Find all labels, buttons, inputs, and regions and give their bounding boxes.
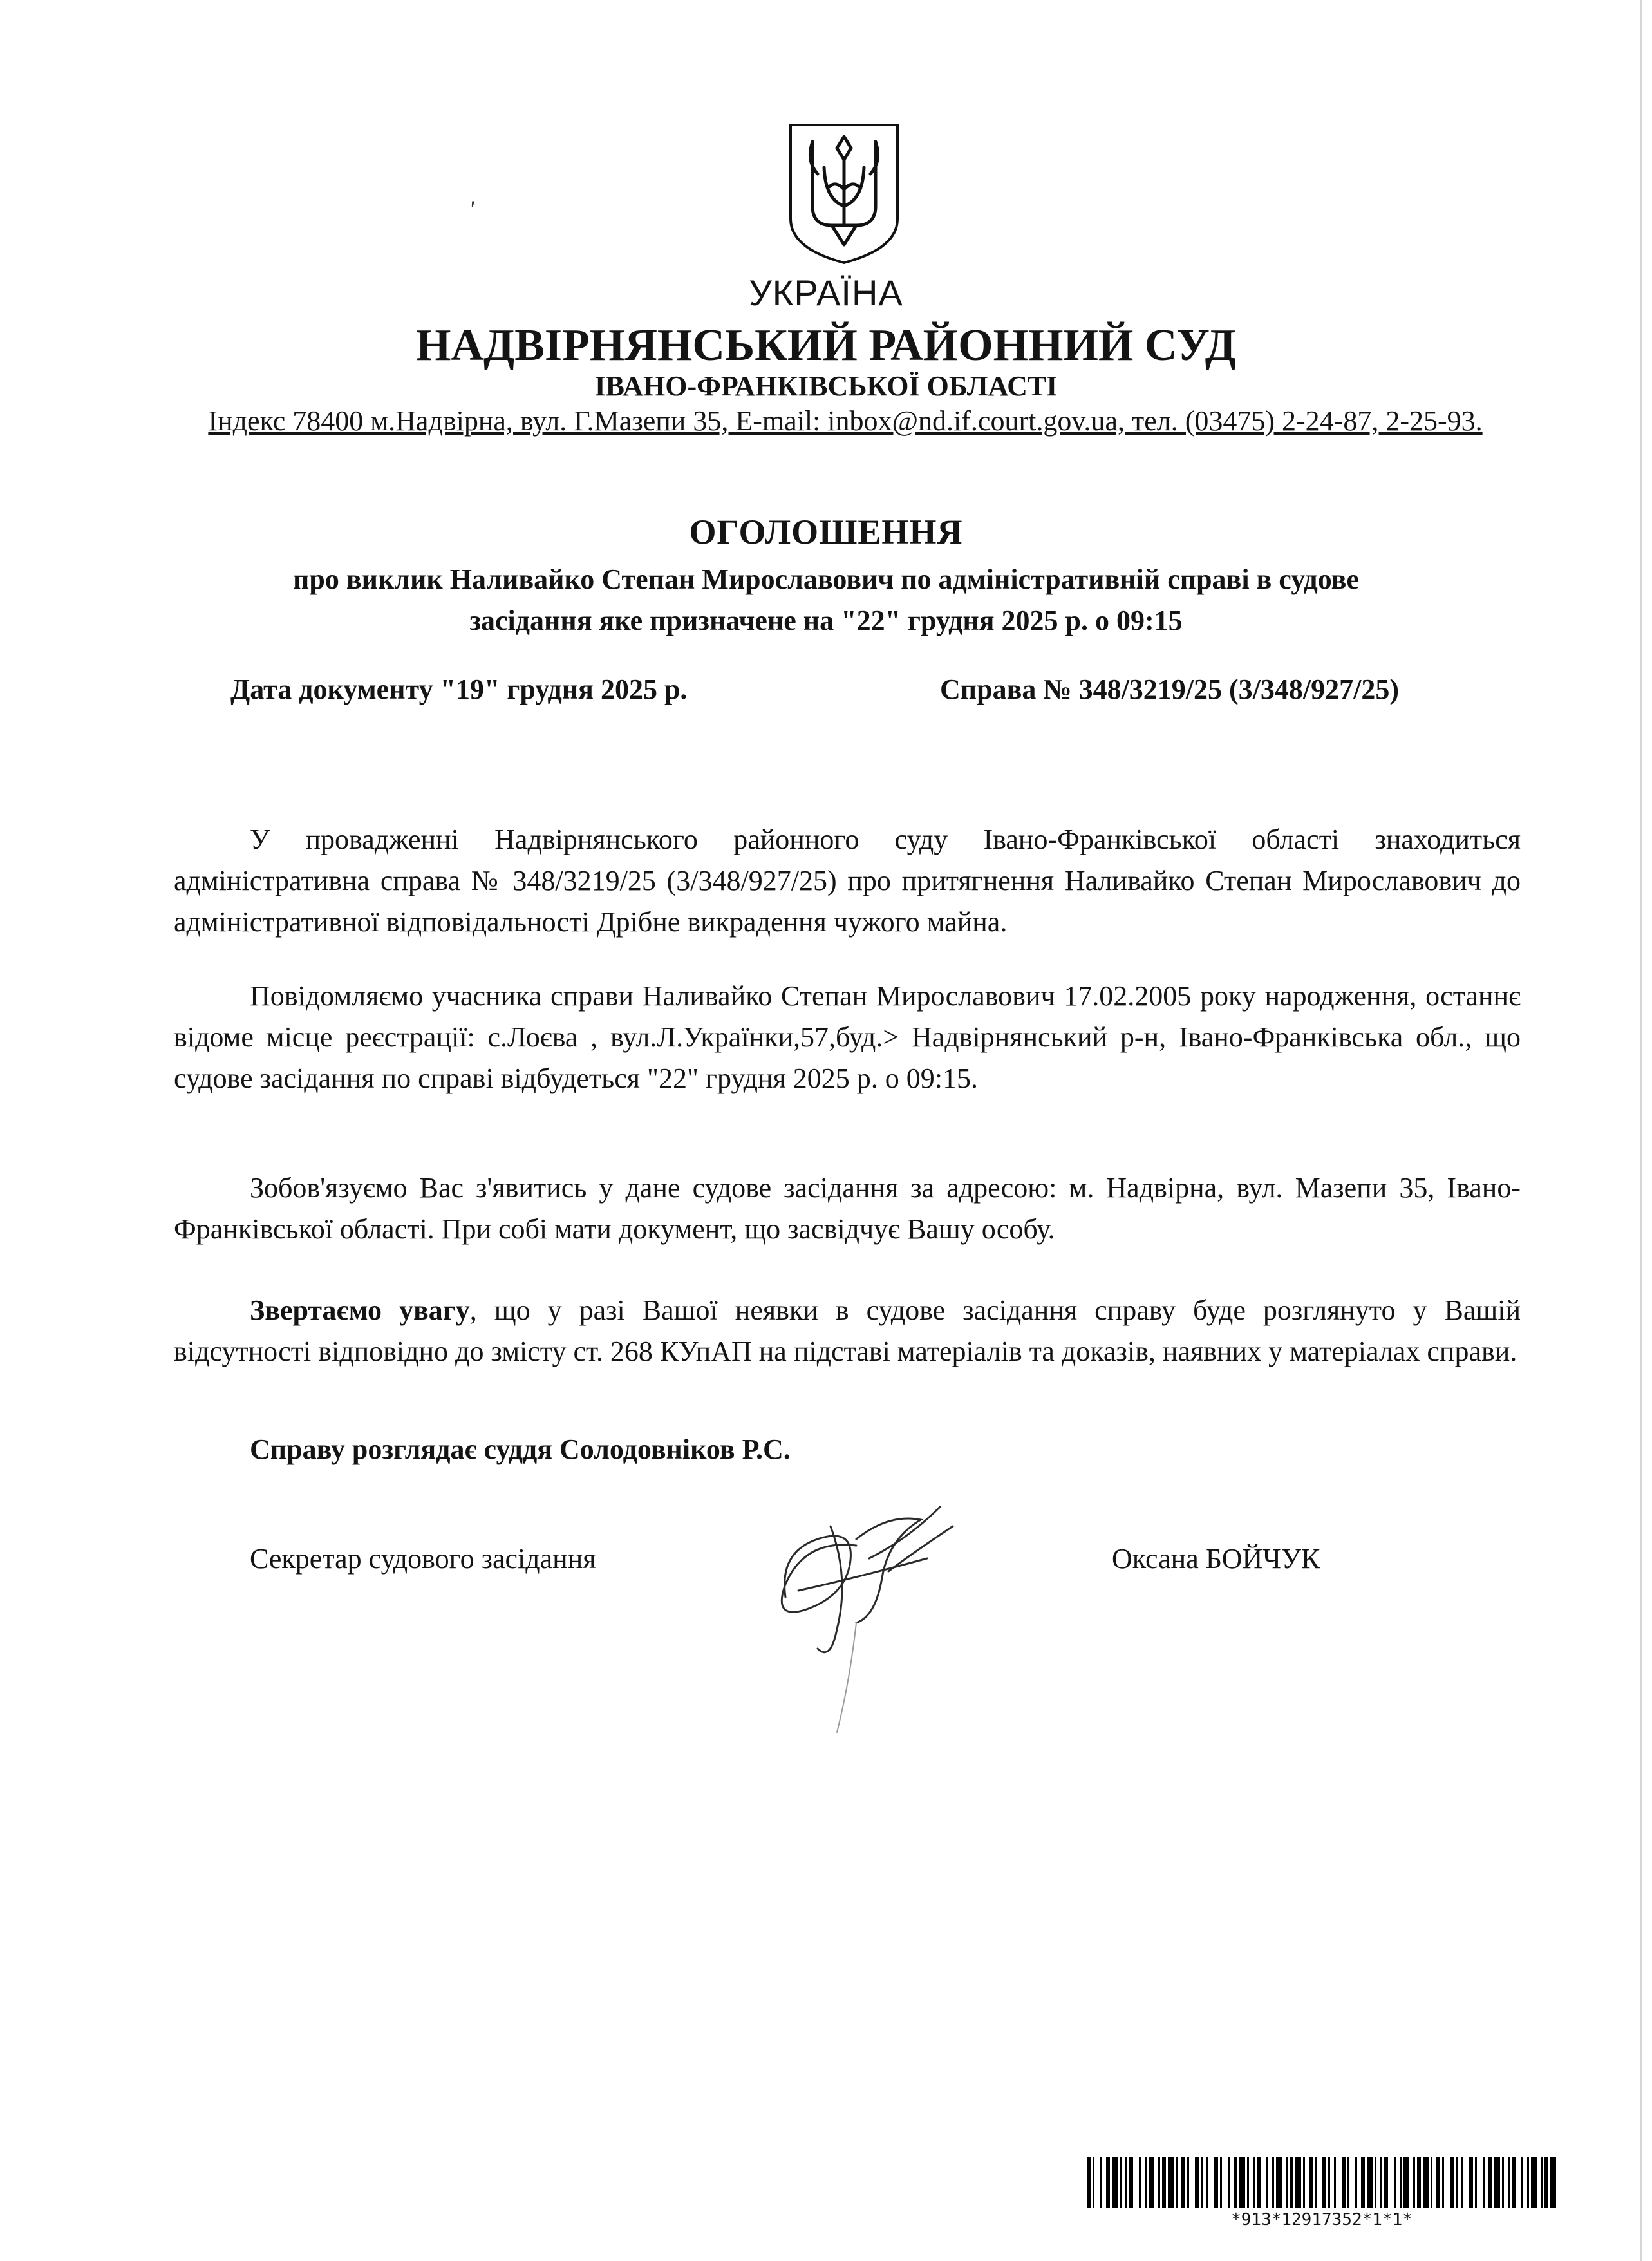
document-title: ОГОЛОШЕННЯ: [689, 513, 963, 551]
barcode-bar: [1423, 2157, 1429, 2208]
barcode-bar: [1541, 2157, 1543, 2208]
barcode-bar: [1176, 2157, 1178, 2208]
barcode-bar: [1469, 2157, 1473, 2208]
document-subtitle: [155, 559, 1497, 641]
trident-emblem-icon: [787, 122, 901, 265]
barcode-bar: [1380, 2157, 1382, 2208]
barcode-bar: [1286, 2157, 1288, 2208]
barcode-bar: [1494, 2157, 1500, 2208]
court-name: НАДВІРНЯНСЬКИЙ РАЙОННИЙ СУД: [416, 321, 1236, 370]
barcode-bar: [1384, 2157, 1388, 2208]
barcode-bar: [1266, 2157, 1268, 2208]
barcode-bar: [1309, 2157, 1313, 2208]
barcode-bar: [1139, 2157, 1141, 2208]
barcode-bar: [1295, 2157, 1301, 2208]
barcode-bar: [1483, 2157, 1485, 2208]
barcode-bar: [1531, 2157, 1537, 2208]
stray-pen-mark: ʹ: [469, 195, 474, 224]
secretary-name: Оксана БОЙЧУК: [1112, 1543, 1320, 1575]
barcode-bar: [1413, 2157, 1415, 2208]
barcode-bar: [1544, 2157, 1548, 2208]
barcode-bar: [1342, 2157, 1346, 2208]
paragraph-attention: [174, 1290, 1521, 1372]
document-date: Дата документу "19" грудня 2025 р.: [230, 674, 688, 705]
case-number: Справа № 348/3219/25 (3/348/927/25): [940, 674, 1400, 705]
barcode-bar: [1234, 2157, 1237, 2208]
barcode-bar: [1303, 2157, 1305, 2208]
barcode-bar: [1347, 2157, 1349, 2208]
barcode-bar: [1206, 2157, 1208, 2208]
barcode-icon: [1087, 2157, 1557, 2208]
barcode-bar: [1239, 2157, 1245, 2208]
paragraph-proceedings: [174, 819, 1521, 943]
barcode-bar: [1272, 2157, 1274, 2208]
barcode-bar: [1436, 2157, 1440, 2208]
barcode-bar: [1145, 2157, 1147, 2208]
subtitle-line-2: засідання яке призначене на "22" грудня 2025 р. о 09:15: [469, 605, 1183, 636]
barcode-bar: [1201, 2157, 1203, 2208]
barcode-bar: [1502, 2157, 1504, 2208]
barcode-bar: [1158, 2157, 1160, 2208]
barcode-bar: [1257, 2157, 1261, 2208]
judge-line: Справу розглядає суддя Солодовніков Р.С.: [250, 1433, 791, 1465]
subtitle-line-1: про виклик Наливайко Степан Мирославович по адміністративній справі в судове: [293, 563, 1359, 595]
barcode-bar: [1220, 2157, 1222, 2208]
barcode-bar: [1461, 2157, 1463, 2208]
barcode-bar: [1550, 2157, 1556, 2208]
barcode-bar: [1168, 2157, 1174, 2208]
barcode-bar: [1456, 2157, 1458, 2208]
paragraph-summons: [174, 1168, 1521, 1250]
barcode-text: *913*12917352*1*1*: [1231, 2210, 1413, 2229]
barcode-bar: [1129, 2157, 1133, 2208]
barcode-bar: [1450, 2157, 1454, 2208]
barcode-bar: [1106, 2157, 1110, 2208]
barcode-bar: [1315, 2157, 1317, 2208]
barcode-bar: [1149, 2157, 1154, 2208]
barcode-bar: [1400, 2157, 1402, 2208]
barcode-bar: [1417, 2157, 1421, 2208]
barcode-bar: [1361, 2157, 1365, 2208]
paragraph-text: , що у разі Вашої неявки в судове засідання справу буде розглянуто у Вашій відсутності відповідно до змісту ст. 268 КУпАП на підставі матеріалів та доказів, наявних у матеріалах справи.: [174, 1294, 1521, 1367]
court-region: ІВАНО-ФРАНКІВСЬКОЇ ОБЛАСТІ: [594, 370, 1058, 402]
barcode-bar: [1512, 2157, 1516, 2208]
barcode-bar: [1403, 2157, 1409, 2208]
barcode-bar: [1112, 2157, 1118, 2208]
barcode-bar: [1521, 2157, 1523, 2208]
barcode-bar: [1253, 2157, 1255, 2208]
barcode-bar: [1442, 2157, 1444, 2208]
attention-lead: Звертаємо увагу: [250, 1294, 470, 1326]
barcode-bar: [1187, 2157, 1189, 2208]
barcode-bar: [1328, 2157, 1330, 2208]
barcode-bar: [1290, 2157, 1293, 2208]
barcode-bar: [1527, 2157, 1529, 2208]
barcode-bar: [1334, 2157, 1336, 2208]
barcode-bar: [1181, 2157, 1185, 2208]
barcode-bar: [1214, 2157, 1218, 2208]
secretary-title: Секретар судового засідання: [250, 1543, 596, 1575]
barcode-bar: [1125, 2157, 1127, 2208]
barcode-bar: [1276, 2157, 1282, 2208]
barcode-bar: [1355, 2157, 1357, 2208]
handwritten-signature: [760, 1500, 972, 1745]
barcode-bar: [1195, 2157, 1199, 2208]
barcode-bar: [1247, 2157, 1249, 2208]
paragraph-text: Повідомляємо учасника справи Наливайко Степан Мирославович 17.02.2005 року народження, останнє відоме місце реєстрації: с.Лоєва , вул.Л.Українки,57,буд.> Надвірнянський р-н, Івано-Франківська обл., що судове засідання по справі відбудеться "22" грудня 2025 р. о 09:15.: [174, 980, 1521, 1094]
barcode-bar: [1322, 2157, 1326, 2208]
paragraph-text: У провадженні Надвірнянського районного суду Івано-Франківської області знаходиться адміністративна справа № 348/3219/25 (3/348/927/25) про притягнення Наливайко Степан Мирославович до адміністративної відповідальності Дрібне викрадення чужого майна.: [174, 824, 1521, 938]
paragraph-notification: [174, 976, 1521, 1099]
barcode-bar: [1375, 2157, 1376, 2208]
barcode-bar: [1100, 2157, 1102, 2208]
barcode-bar: [1508, 2157, 1510, 2208]
paragraph-text: Зобов'язуємо Вас з'явитись у дане судове засідання за адресою: м. Надвірна, вул. Мазепи 35, Івано-Франківської області. При собі мати документ, що засвідчує Вашу особу.: [174, 1172, 1521, 1245]
country-name: УКРАЇНА: [749, 272, 903, 313]
barcode-bar: [1228, 2157, 1230, 2208]
barcode-bar: [1475, 2157, 1477, 2208]
barcode-bar: [1093, 2157, 1094, 2208]
barcode-bar: [1431, 2157, 1432, 2208]
court-contacts: Індекс 78400 м.Надвірна, вул. Г.Мазепи 35, E-mail: inbox@nd.if.court.gov.ua, тел. (03475) 2-24-87, 2-25-93.: [208, 405, 1483, 437]
barcode-bar: [1087, 2157, 1091, 2208]
barcode-bar: [1367, 2157, 1373, 2208]
barcode-bar: [1394, 2157, 1396, 2208]
barcode-bar: [1488, 2157, 1492, 2208]
barcode-bar: [1120, 2157, 1122, 2208]
barcode-bar: [1162, 2157, 1166, 2208]
